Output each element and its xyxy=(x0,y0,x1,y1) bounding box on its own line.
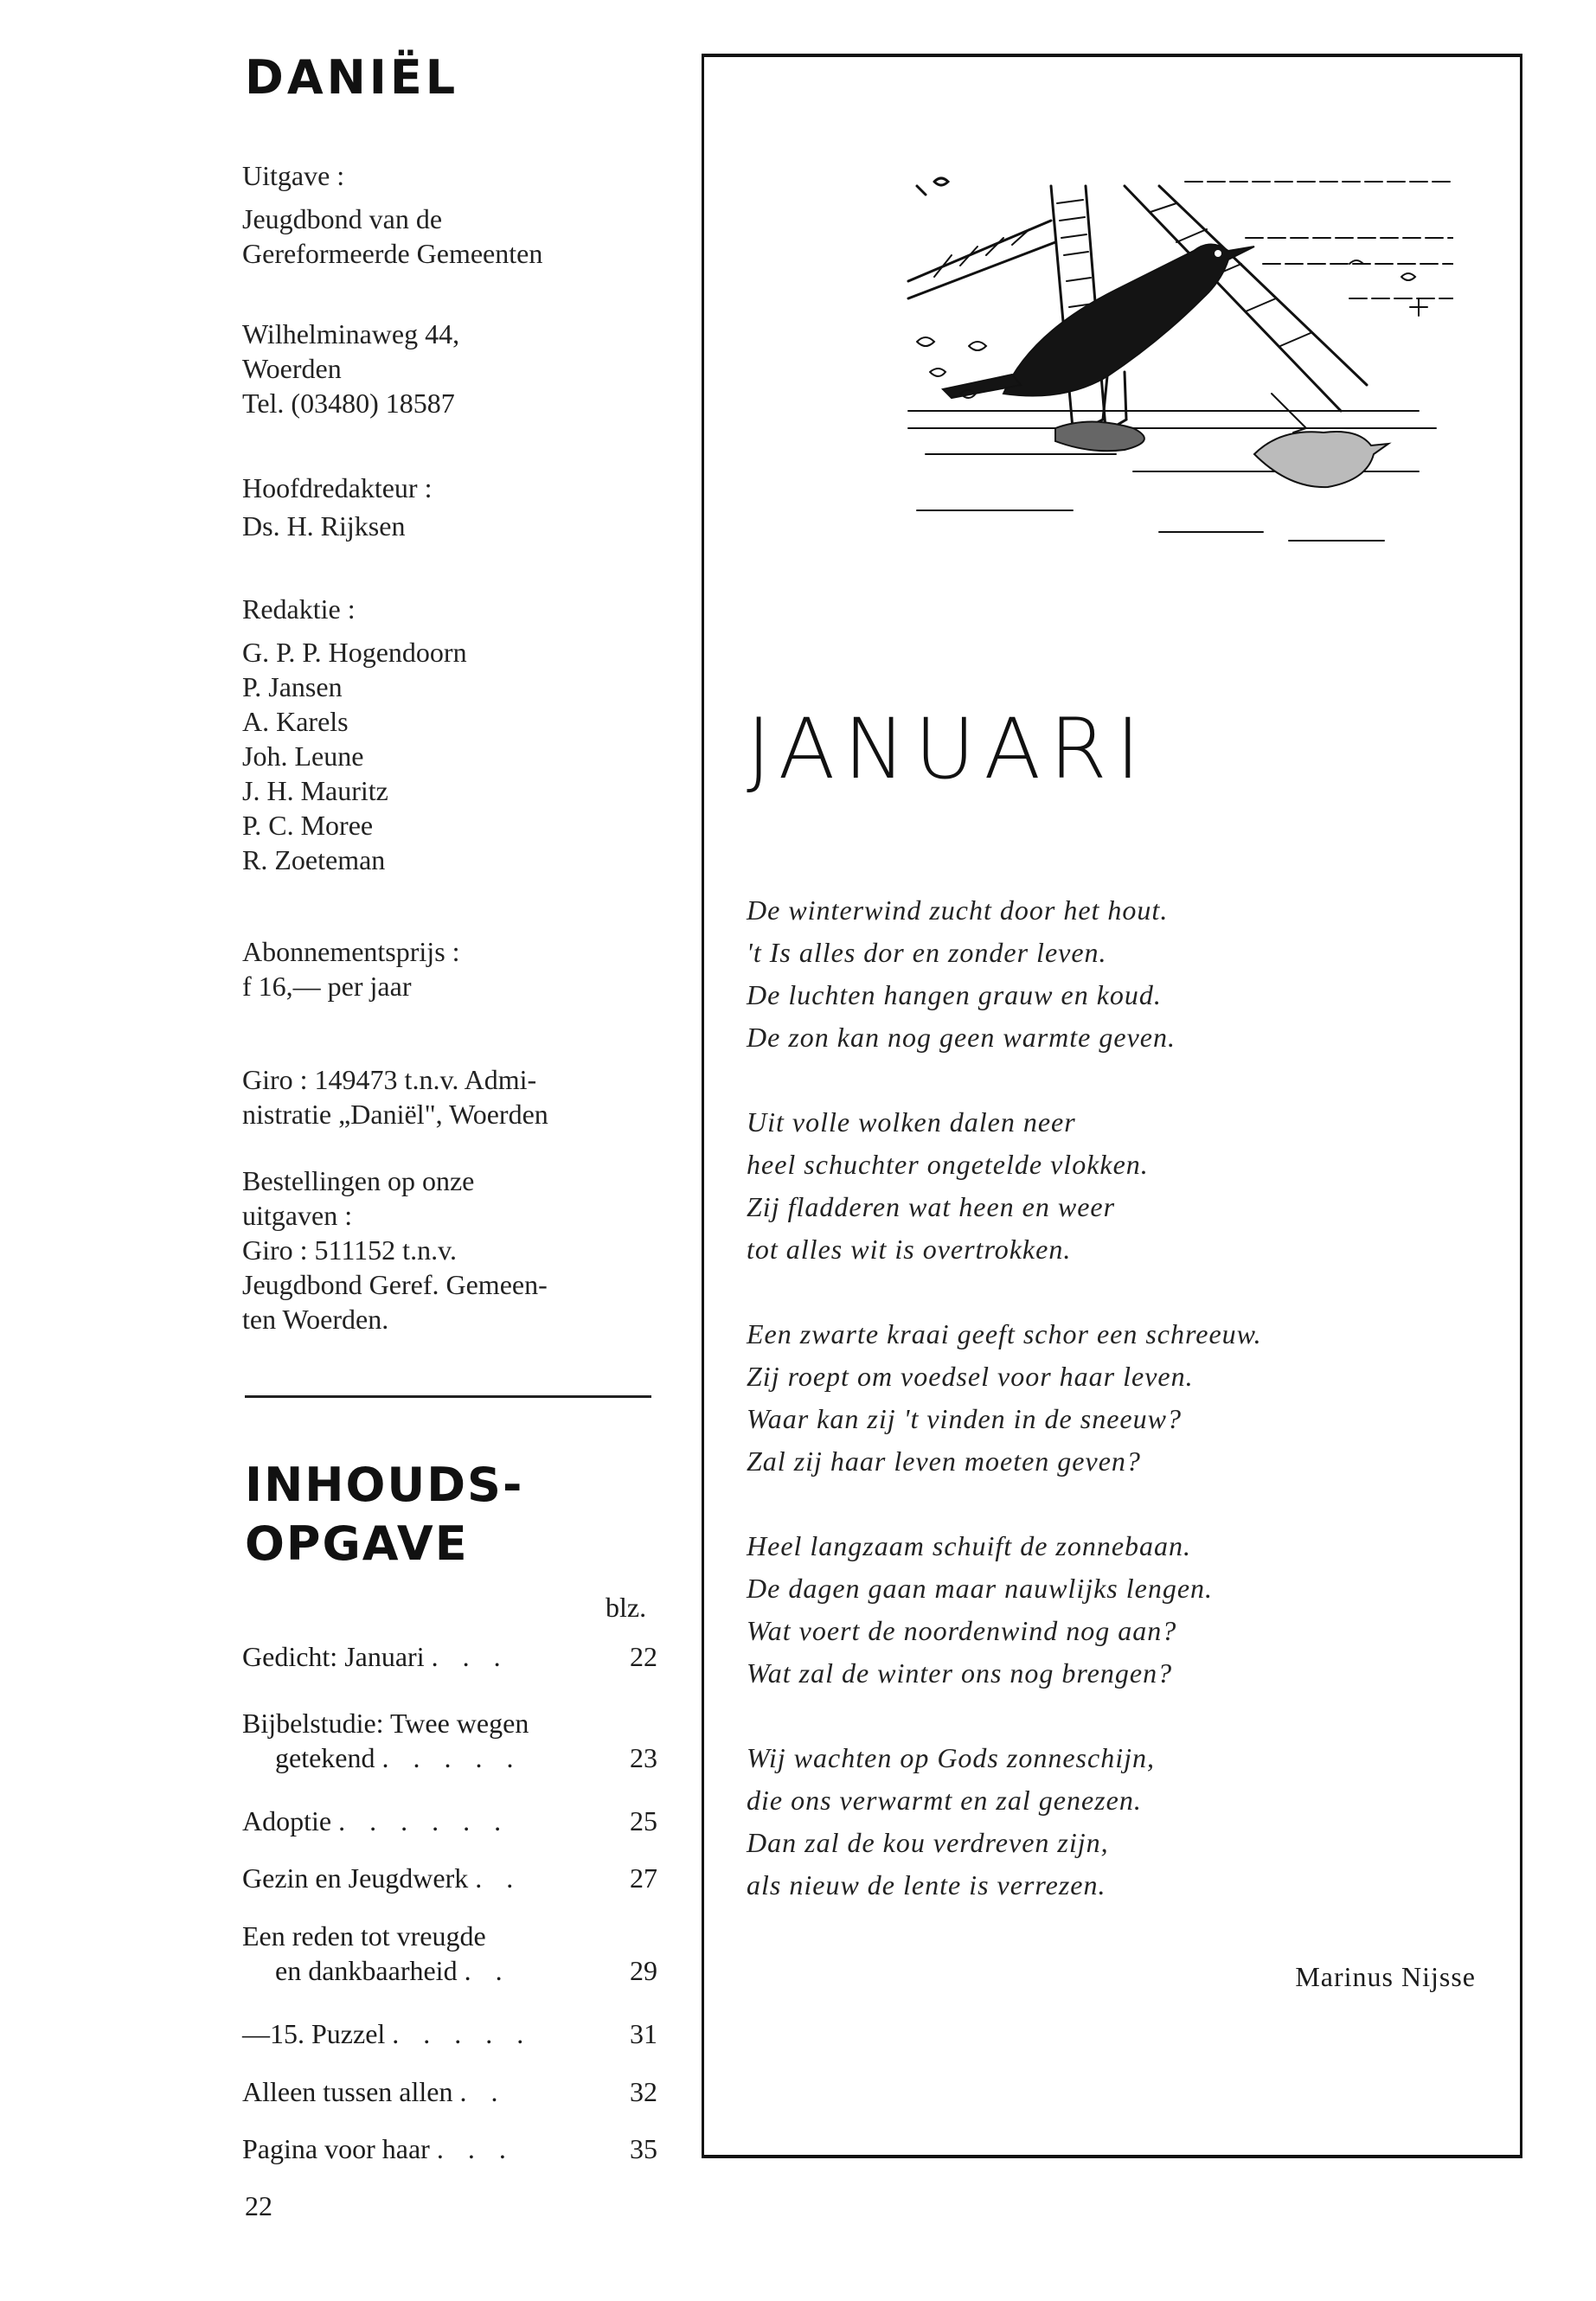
masthead-title: DANIËL xyxy=(245,50,459,105)
editor-in-chief-label: Hoofdredakteur : xyxy=(242,472,433,503)
subscription-price: f 16,— per jaar xyxy=(242,971,412,1002)
poem-line: De winterwind zucht door het hout. xyxy=(747,894,1169,926)
page-number: 22 xyxy=(245,2190,272,2221)
orders-line: Bestellingen op onze xyxy=(242,1165,475,1196)
address-block xyxy=(242,317,459,420)
toc-entry-page: 35 xyxy=(630,2133,657,2164)
toc-entry-page: 25 xyxy=(630,1805,657,1836)
poem-body xyxy=(747,889,1262,1949)
publisher-line: Gereformeerde Gemeenten xyxy=(242,238,543,269)
poem-line: 't Is alles dor en zonder leven. xyxy=(747,937,1107,968)
address-line: Woerden xyxy=(242,353,342,384)
editor-in-chief-name: Ds. H. Rijksen xyxy=(242,510,406,542)
editorial-member: R. Zoeteman xyxy=(242,844,386,875)
orders-line: uitgaven : xyxy=(242,1200,353,1231)
subscription-block xyxy=(242,934,460,1003)
editorial-member: Joh. Leune xyxy=(242,740,364,772)
crow-illustration xyxy=(900,169,1453,588)
toc-entry-title: Gezin en Jeugdwerk . . xyxy=(242,1862,522,1894)
uitgave-block xyxy=(242,158,344,193)
poem-line: De dagen gaan maar nauwlijks lengen. xyxy=(747,1573,1214,1604)
poem-line: Zij fladderen wat heen en weer xyxy=(747,1191,1116,1222)
poem-line: Wat voert de noordenwind nog aan? xyxy=(747,1615,1177,1646)
orders-line: Giro : 511152 t.n.v. xyxy=(242,1234,457,1266)
poem-stanza xyxy=(747,1525,1262,1695)
poem-line: tot alles wit is overtrokken. xyxy=(747,1234,1072,1265)
poem-line: Heel langzaam schuift de zonnebaan. xyxy=(747,1530,1192,1561)
poem-line: Wat zal de winter ons nog brengen? xyxy=(747,1657,1173,1689)
toc-entry-title-cont: en dankbaarheid . . xyxy=(275,1955,511,1986)
poem-line: De zon kan nog geen warmte geven. xyxy=(747,1022,1176,1053)
poem-title: JANUARI xyxy=(747,701,1150,798)
divider-rule xyxy=(245,1395,651,1398)
editorial-member: P. C. Moree xyxy=(242,810,374,841)
poem-line: Zij roept om voedsel voor haar leven. xyxy=(747,1361,1194,1392)
poem-line: als nieuw de lente is verrezen. xyxy=(747,1869,1106,1900)
giro-line: Giro : 149473 t.n.v. Admi- xyxy=(242,1064,537,1095)
editorial-member: J. H. Mauritz xyxy=(242,775,388,806)
poem-line: Wij wachten op Gods zonneschijn, xyxy=(747,1742,1155,1773)
toc-entry xyxy=(242,1804,657,1838)
address-line: Tel. (03480) 18587 xyxy=(242,388,455,419)
toc-entry xyxy=(242,1639,657,1674)
toc-entry xyxy=(242,2074,657,2109)
toc-entry-page: 31 xyxy=(630,2018,657,2049)
toc-entry xyxy=(242,1919,657,1988)
toc-entry-title: Pagina voor haar . . . xyxy=(242,2133,515,2164)
poem-line: heel schuchter ongetelde vlokken. xyxy=(747,1149,1149,1180)
giro-line: nistratie „Daniël", Woerden xyxy=(242,1099,548,1130)
toc-entry-page: 27 xyxy=(630,1862,657,1894)
editorial-member: A. Karels xyxy=(242,706,349,737)
toc-heading-line: INHOUDS- xyxy=(245,1458,524,1512)
toc-entry-title: —15. Puzzel . . . . . xyxy=(242,2018,533,2049)
orders-line: Jeugdbond Geref. Gemeen- xyxy=(242,1269,548,1300)
toc-heading-line: OPGAVE xyxy=(245,1516,469,1571)
address-line: Wilhelminaweg 44, xyxy=(242,318,460,349)
editorial-member: G. P. P. Hogendoorn xyxy=(242,637,467,668)
poem-line: Uit volle wolken dalen neer xyxy=(747,1106,1076,1138)
editorial-board-block xyxy=(242,592,467,877)
toc-heading xyxy=(245,1456,523,1574)
editorial-member: P. Jansen xyxy=(242,671,343,702)
poem-line: die ons verwarmt en zal genezen. xyxy=(747,1785,1142,1816)
poem-stanza xyxy=(747,889,1262,1059)
toc-entry-title-cont: getekend . . . . . xyxy=(275,1742,522,1773)
toc-entry-title: Adoptie . . . . . . xyxy=(242,1805,510,1836)
poem-line: Zal zij haar leven moeten geven? xyxy=(747,1445,1141,1477)
orders-block xyxy=(242,1163,548,1336)
editorial-board-label: Redaktie : xyxy=(242,593,356,625)
toc-entry-page: 32 xyxy=(630,2076,657,2107)
poem-line: Waar kan zij 't vinden in de sneeuw? xyxy=(747,1403,1182,1434)
publisher-line: Jeugdbond van de xyxy=(242,203,443,234)
poem-author: Marinus Nijsse xyxy=(1295,1961,1476,1992)
page-column-label: blz. xyxy=(606,1592,647,1623)
publisher-block xyxy=(242,202,542,271)
toc-entry xyxy=(242,1861,657,1895)
toc-entry-title: Bijbelstudie: Twee wegen xyxy=(242,1708,529,1739)
poem-line: Een zwarte kraai geeft schor een schreeuw. xyxy=(747,1318,1262,1349)
poem-stanza xyxy=(747,1313,1262,1483)
toc-entry-title: Een reden tot vreugde xyxy=(242,1920,486,1952)
editor-in-chief-block xyxy=(242,471,432,543)
toc-entry xyxy=(242,2131,657,2166)
toc-entry xyxy=(242,1706,657,1775)
poem-stanza xyxy=(747,1101,1262,1271)
uitgave-label: Uitgave : xyxy=(242,160,345,191)
toc-entry-title: Gedicht: Januari . . . xyxy=(242,1641,510,1672)
toc-entry-page: 23 xyxy=(630,1742,657,1773)
giro-block xyxy=(242,1062,548,1131)
subscription-label: Abonnementsprijs : xyxy=(242,936,460,967)
poem-stanza xyxy=(747,1737,1262,1907)
toc-entry xyxy=(242,2016,657,2051)
poem-line: Dan zal de kou verdreven zijn, xyxy=(747,1827,1109,1858)
toc-entry-page: 29 xyxy=(630,1955,657,1986)
toc-entry-title: Alleen tussen allen . . xyxy=(242,2076,507,2107)
orders-line: ten Woerden. xyxy=(242,1304,389,1335)
poem-line: De luchten hangen grauw en koud. xyxy=(747,979,1162,1010)
toc-entry-page: 22 xyxy=(630,1641,657,1672)
